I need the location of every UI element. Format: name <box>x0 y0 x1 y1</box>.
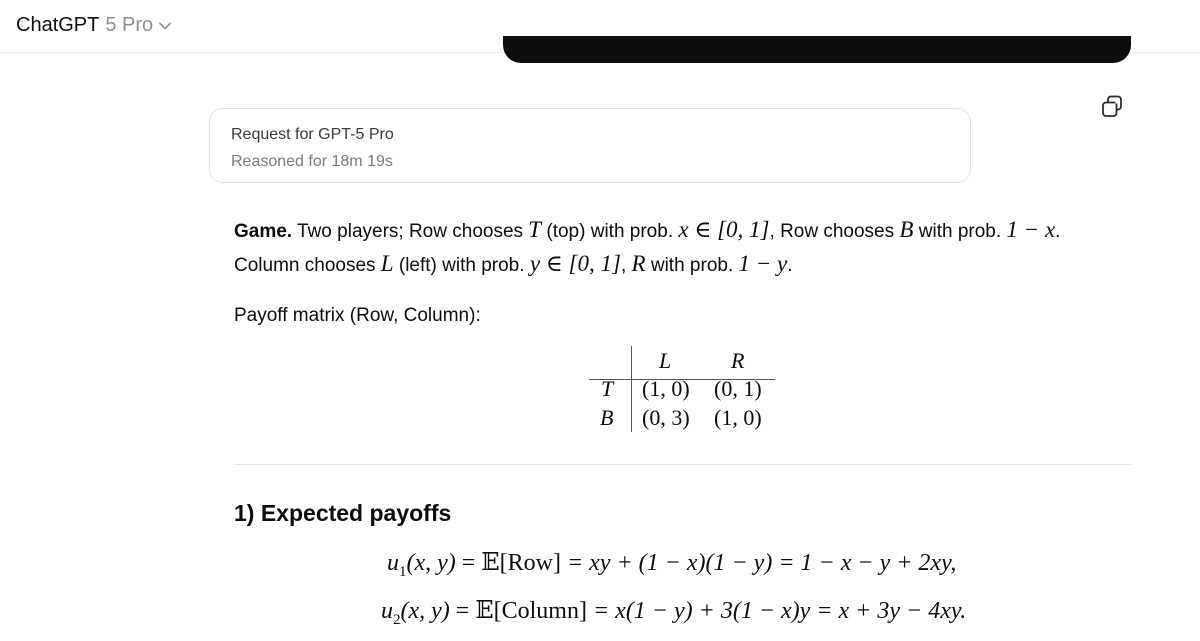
cell-TR: (0, 1) <box>714 376 762 401</box>
text: (top) with prob. <box>541 221 679 242</box>
payoff-label: Payoff matrix (Row, Column): <box>234 305 481 326</box>
equation-u1 <box>387 548 956 581</box>
game-line-1 <box>234 217 1060 243</box>
text: Two players; Row chooses <box>292 221 529 242</box>
eq-args: (x, y) <box>406 550 456 576</box>
math-L: L <box>380 251 394 276</box>
eq-symbol: u <box>387 550 399 576</box>
eq-equals: = <box>455 550 482 576</box>
eq-equals: = <box>449 598 476 624</box>
game-label: Game. <box>234 221 293 242</box>
game-line-2 <box>234 251 793 277</box>
math-1-minus-x: 1 − x <box>1006 217 1056 242</box>
math-y-range: y ∈ [0, 1] <box>529 251 621 276</box>
math-T: T <box>528 217 542 242</box>
reasoning-summary-card[interactable] <box>209 108 971 183</box>
row-header-T: T <box>601 376 614 401</box>
cell-BL: (0, 3) <box>642 405 690 430</box>
model-variant: 5 Pro <box>105 13 154 36</box>
text: (left) with prob. <box>393 255 530 276</box>
model-selector[interactable] <box>16 11 171 39</box>
eq-subscript: 2 <box>393 611 401 628</box>
eq-symbol: u <box>381 598 393 624</box>
eq-expectation: 𝔼[Column] <box>475 598 587 624</box>
eq-expectation: 𝔼[Row] <box>481 550 561 576</box>
eq-rest: = xy + (1 − x)(1 − y) = 1 − x − y + 2xy, <box>560 550 957 576</box>
text: with prob. <box>645 255 739 276</box>
eq-rest: = x(1 − y) + 3(1 − x)y = x + 3y − 4xy. <box>586 598 967 624</box>
copy-icon[interactable] <box>1100 94 1124 118</box>
col-header-R: R <box>731 348 745 373</box>
user-message-bubble <box>503 36 1131 63</box>
matrix-vertical-rule <box>631 346 632 432</box>
text: , <box>620 255 632 276</box>
equation-u2 <box>381 596 966 629</box>
math-B: B <box>899 217 914 242</box>
cell-BR: (1, 0) <box>714 405 762 430</box>
reasoning-duration: Reasoned for 18m 19s <box>231 153 393 170</box>
row-header-B: B <box>600 405 614 430</box>
text: , Row chooses <box>769 221 900 242</box>
text: with prob. <box>913 221 1007 242</box>
math-x-range: x ∈ [0, 1] <box>678 217 770 242</box>
payoff-matrix <box>589 344 789 434</box>
cell-TL: (1, 0) <box>642 376 690 401</box>
text: . <box>1055 221 1061 242</box>
eq-subscript: 1 <box>399 563 407 580</box>
chevron-down-icon <box>159 17 171 35</box>
section-heading-expected-payoffs: 1) Expected payoffs <box>234 500 452 526</box>
model-name: ChatGPT <box>16 13 100 36</box>
text: Column chooses <box>234 255 381 276</box>
reasoning-title: Request for GPT-5 Pro <box>231 126 394 143</box>
math-1-minus-y: 1 − y <box>738 251 788 276</box>
text: . <box>787 255 793 276</box>
math-R: R <box>631 251 646 276</box>
eq-args: (x, y) <box>400 598 450 624</box>
section-divider <box>234 464 1131 465</box>
col-header-L: L <box>659 348 672 373</box>
